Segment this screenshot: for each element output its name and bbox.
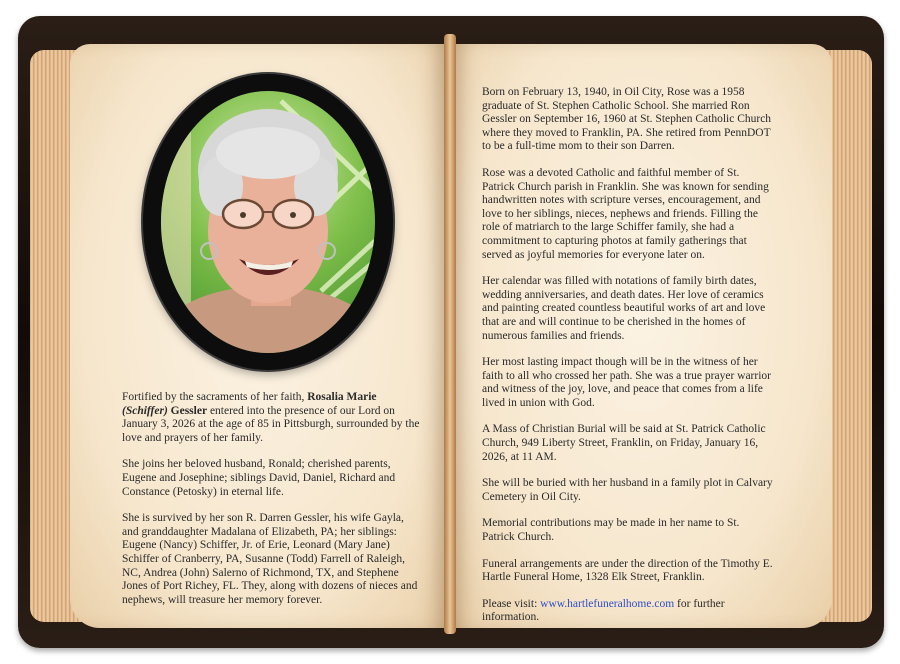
memorial-paragraph: Memorial contributions may be made in her name to St. Patrick Church. <box>482 517 740 544</box>
book-spine <box>444 34 456 634</box>
burial-paragraph: She will be buried with her husband in a family plot in Calvary Cemetery in Oil City. <box>482 477 773 503</box>
portrait-frame <box>143 74 393 370</box>
calendar-paragraph: Her calendar was filled with notations of family birth dates, wedding anniversaries, and death dates. Her love of ceramics and painting created countless beautiful works of art and love that are and will continue to be cherished in the homes of numerous families and friends. <box>482 275 766 342</box>
faith-paragraph: Rose was a devoted Catholic and faithful member of St. Patrick Church parish in Franklin. She was known for sending handwritten notes with scripture verses, encouragement, and love to her siblings, nieces, nephews and friends. Filling the role of matriarch to the large Schiffer family, she had a commitment to capturing photos at family gatherings that served as joyful memories for everyone later on. <box>482 166 769 261</box>
visit-suffix: for further information. <box>482 597 725 624</box>
intro-before-name: Fortified by the sacraments of her faith, <box>122 391 305 403</box>
deceased-last-name: Gessler <box>170 404 208 417</box>
funeral-home-link[interactable]: www.hartlefuneralhome.com <box>540 597 675 610</box>
family-paragraph: She joins her beloved husband, Ronald; cherished parents, Eugene and Josephine; siblings David, Daniel, Richard and Constance (Petosky) in eternal life. <box>122 458 396 498</box>
birth-paragraph: Born on February 13, 1940, in Oil City, Rose was a 1958 graduate of St. Stephen Catholic School. She married Ron Gessler on September 16, 1960 at St. Stephen Catholic Church where they moved to Franklin, PA. She retired from PennDOT to be a full-time mom to their son Darren. <box>482 86 772 153</box>
deceased-first-names: Rosalia Marie <box>307 391 377 403</box>
deceased-maiden-name: (Schiffer) <box>122 404 168 417</box>
intro-after-name: entered into the presence of our Lord on January 3, 2026 at the age of 85 in Pittsburgh, surrounded by the love and prayers of her family. <box>122 404 420 444</box>
left-column-text <box>122 391 422 620</box>
visit-paragraph <box>482 598 774 625</box>
visit-prefix: Please visit: <box>482 597 538 610</box>
funeral-home-paragraph: Funeral arrangements are under the direction of the Timothy E. Hartle Funeral Home, 1328 Elk Street, Franklin. <box>482 557 773 584</box>
impact-paragraph: Her most lasting impact though will be in the witness of her faith to all who crossed her path. She was a true prayer warrior and witness of the joy, love, and peace that comes from a life lived in union with God. <box>482 356 771 409</box>
intro-paragraph <box>122 391 422 445</box>
survivors-paragraph: She is survived by her son R. Darren Gessler, his wife Gayla, and granddaughter Madalana of Elizabeth, PA; her siblings: Eugene (Nancy) Schiffer, Jr. of Erie, Leonard (Mary Jane) Schiffer of Cranberry, PA, Susanne (Todd) Farrell of Raleigh, NC, Andrea (John) Salerno of Richmond, TX, and Stephene Jones of Port Richey, FL. They, along with dozens of nieces and nephews, will treasure her memory forever. <box>122 512 418 606</box>
right-column-text <box>482 86 774 638</box>
mass-paragraph: A Mass of Christian Burial will be said at St. Patrick Catholic Church, 949 Liberty Street, Franklin, on Friday, January 16, 2026, at 11 AM. <box>482 423 766 463</box>
portrait-photo <box>161 91 375 353</box>
portrait-illustration <box>161 91 375 353</box>
